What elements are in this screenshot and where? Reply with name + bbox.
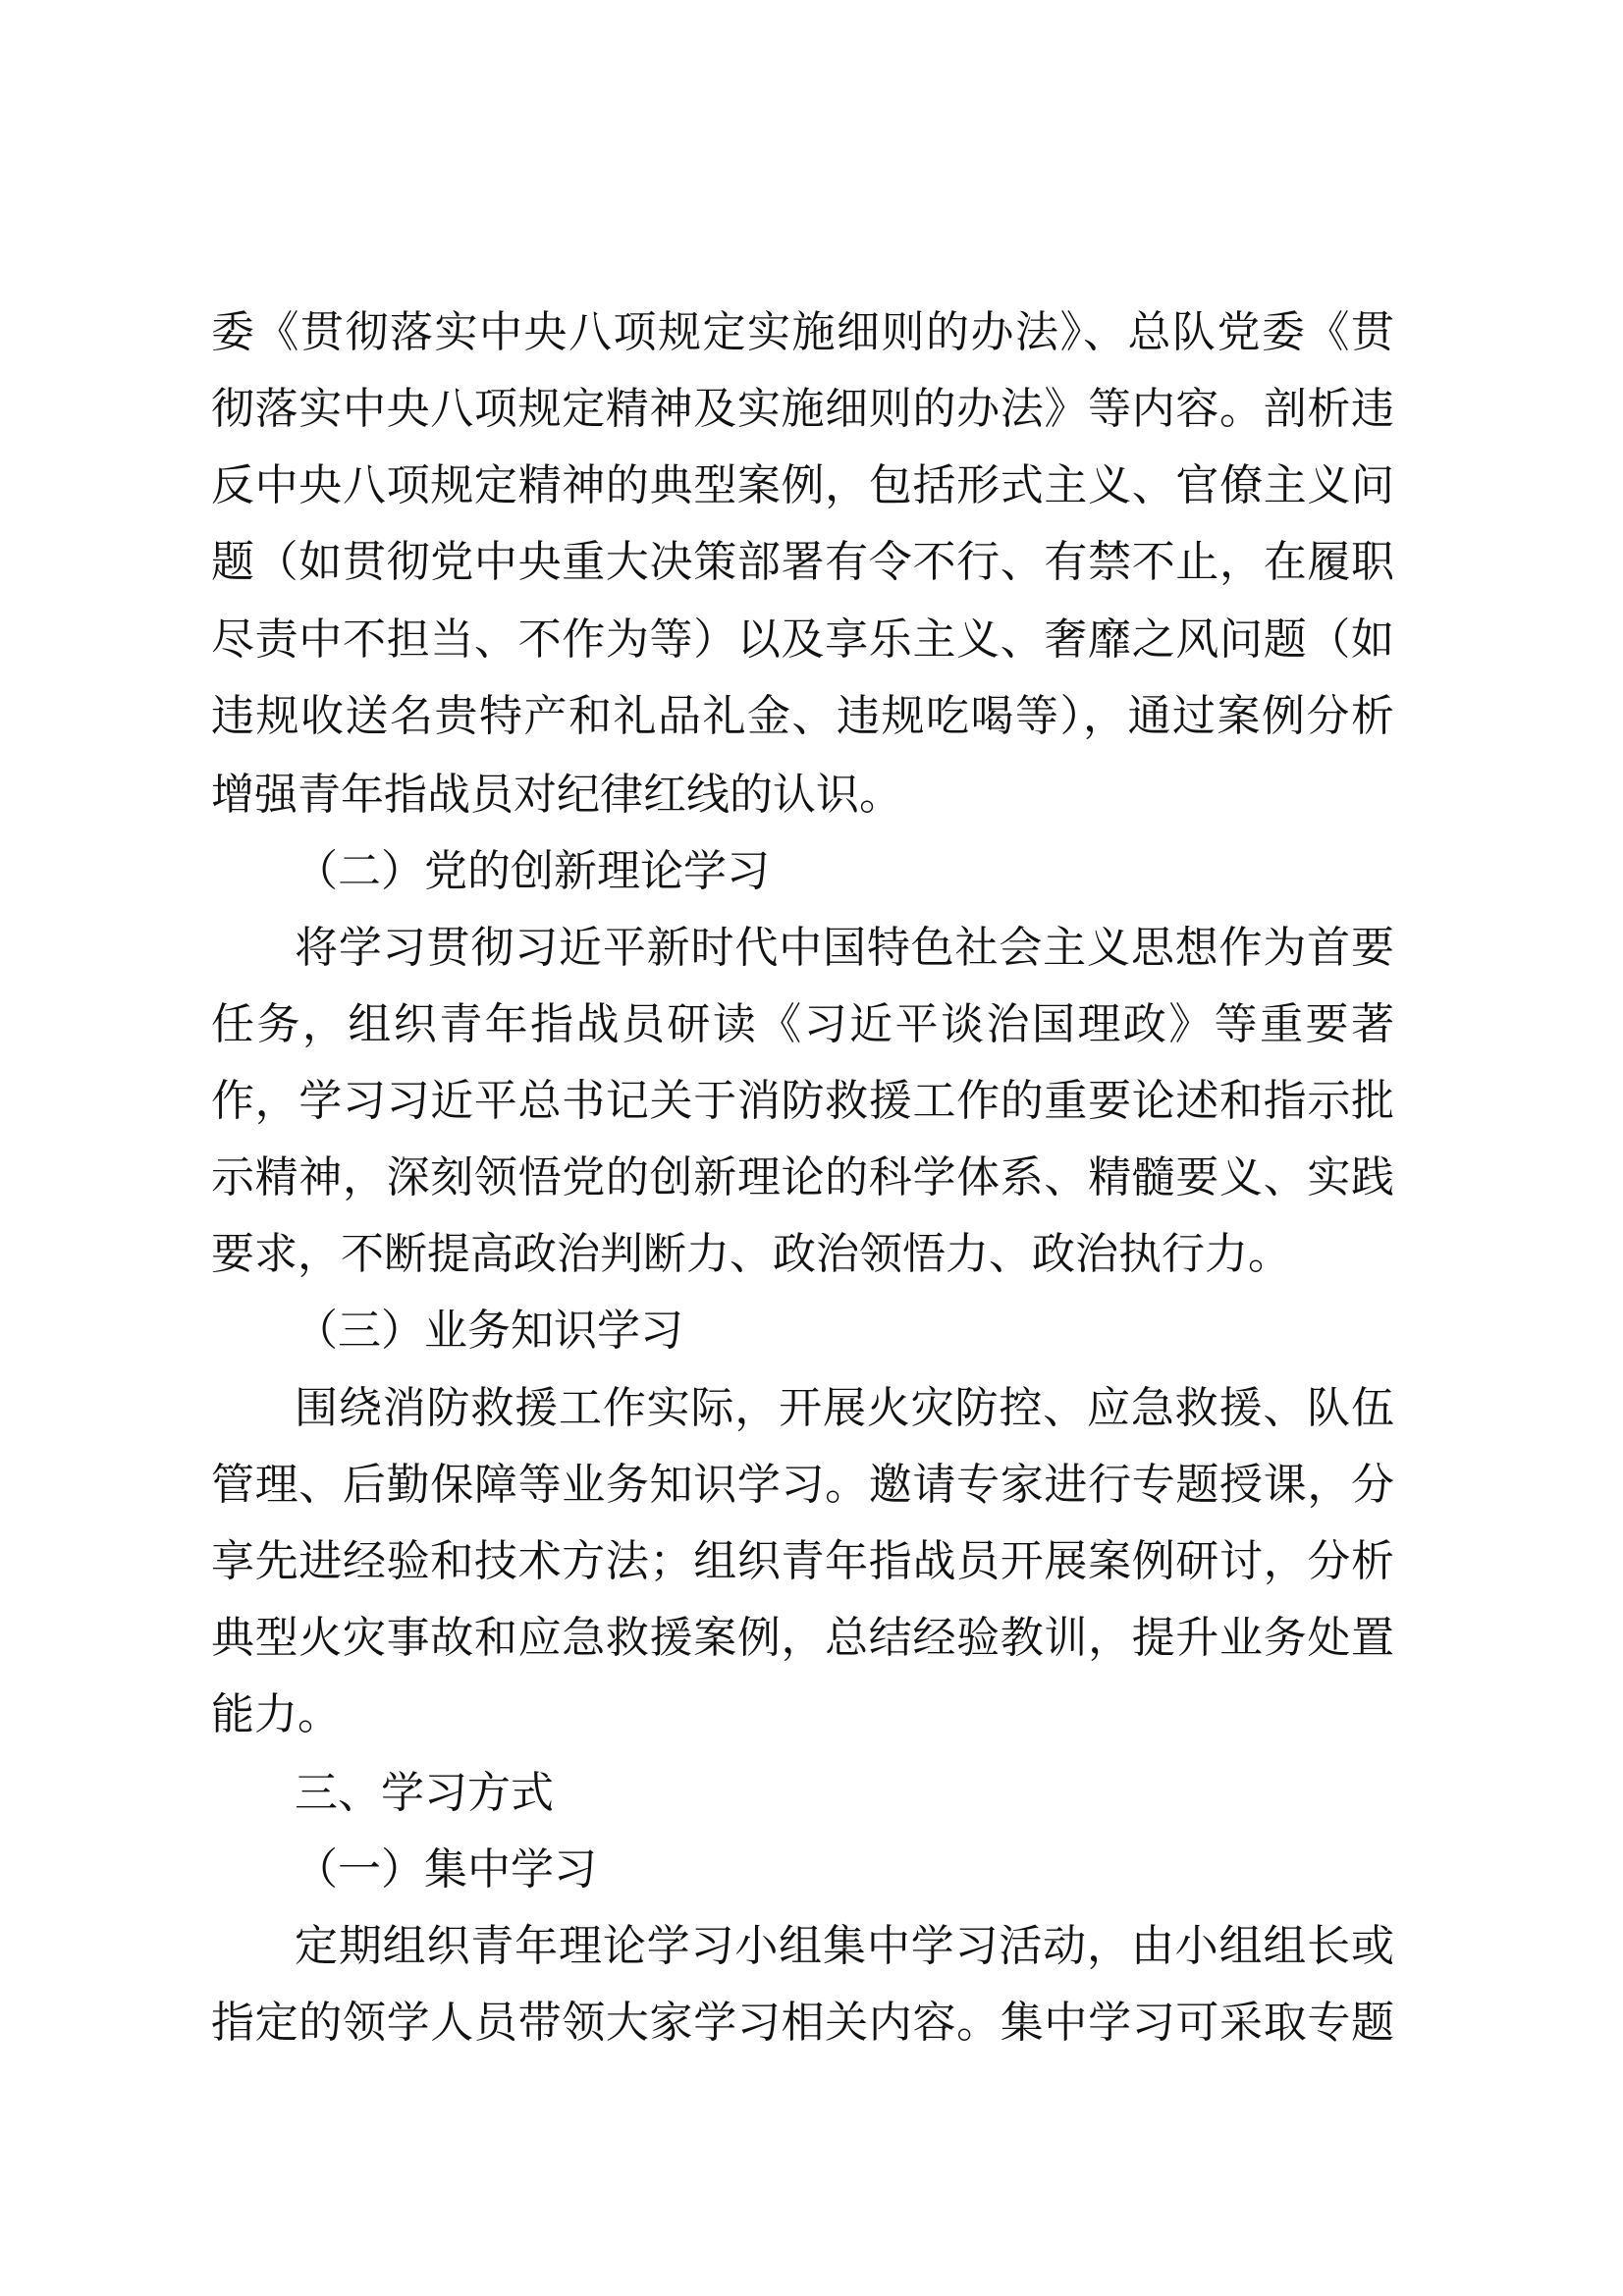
- text-line: 违规收送名贵特产和礼品礼金、违规吃喝等），通过案例分析: [211, 691, 1394, 741]
- text-line: 任务，组织青年指战员研读《习近平谈治国理政》等重要著: [211, 999, 1394, 1049]
- heading-business-knowledge: （三）业务知识学习: [295, 1306, 683, 1356]
- text-line: 指定的领学人员带领大家学习相关内容。集中学习可采取专题: [211, 1998, 1394, 2048]
- text-line: 要求，不断提高政治判断力、政治领悟力、政治执行力。: [211, 1229, 1291, 1279]
- text-line: 增强青年指战员对纪律红线的认识。: [211, 770, 902, 820]
- text-line: 享先进经验和技术方法；组织青年指战员开展案例研讨，分析: [211, 1536, 1394, 1586]
- text-line: 示精神，深刻领悟党的创新理论的科学体系、精髓要义、实践: [211, 1152, 1394, 1202]
- text-line: 彻落实中央八项规定精神及实施细则的办法》等内容。剖析违: [211, 384, 1394, 434]
- text-line: 题（如贯彻党中央重大决策部署有令不行、有禁不止，在履职: [211, 537, 1394, 587]
- text-line: 作，学习习近平总书记关于消防救援工作的重要论述和指示批: [211, 1076, 1394, 1126]
- text-line: 典型火灾事故和应急救援案例，总结经验教训，提升业务处置: [211, 1613, 1394, 1663]
- text-line: 委《贯彻落实中央八项规定实施细则的办法》、总队党委《贯: [211, 307, 1394, 357]
- text-line: 尽责中不担当、不作为等）以及享乐主义、奢靡之风问题（如: [211, 614, 1394, 665]
- text-line: 将学习贯彻习近平新时代中国特色社会主义思想作为首要: [295, 923, 1394, 973]
- text-line: 定期组织青年理论学习小组集中学习活动，由小组组长或: [295, 1921, 1394, 1971]
- section-title-study-methods: 三、学习方式: [295, 1768, 554, 1818]
- heading-centralized-study: （一）集中学习: [295, 1844, 597, 1895]
- text-line: 反中央八项规定精神的典型案例，包括形式主义、官僚主义问: [211, 460, 1394, 510]
- text-line: 围绕消防救援工作实际，开展火灾防控、应急救援、队伍: [295, 1383, 1394, 1433]
- heading-innovation-theory: （二）党的创新理论学习: [295, 846, 770, 896]
- text-line: 管理、后勤保障等业务知识学习。邀请专家进行专题授课，分: [211, 1460, 1394, 1510]
- text-line: 能力。: [211, 1689, 341, 1739]
